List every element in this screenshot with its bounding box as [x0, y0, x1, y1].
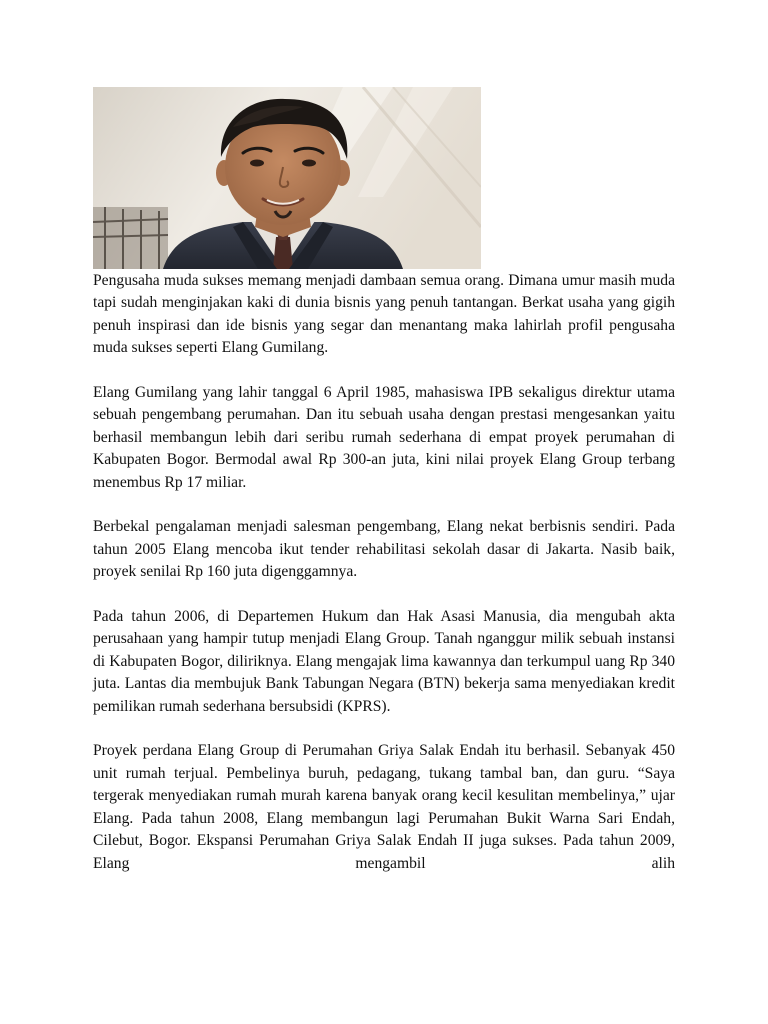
article-body [93, 270, 675, 875]
paragraph-2: Elang Gumilang yang lahir tanggal 6 April 1985, mahasiswa IPB sekaligus direktur utama sebuah pengembang perumahan. Dan itu sebuah usaha dengan prestasi mengesankan yaitu berhasil membangun lebih dari seribu rumah sederhana di empat proyek perumahan di Kabupaten Bogor. Bermodal awal Rp 300-an juta, kini nilai proyek Elang Group terbang menembus Rp 17 miliar. [93, 384, 675, 491]
paragraph-3: Berbekal pengalaman menjadi salesman pengembang, Elang nekat berbisnis sendiri. Pada tahun 2005 Elang mencoba ikut tender rehabilitasi sekolah dasar di Jakarta. Nasib baik, proyek senilai Rp 160 juta digenggamnya. [93, 518, 675, 581]
paragraph-1: Pengusaha muda sukses memang menjadi dambaan semua orang. Dimana umur masih muda tapi sudah menginjakan kaki di dunia bisnis yang penuh tantangan. Berkat usaha yang gigih penuh inspirasi dan ide bisnis yang segar dan menantang maka lahirlah profil pengusaha muda sukses seperti Elang Gumilang. [93, 272, 675, 357]
paragraph-5: Proyek perdana Elang Group di Perumahan Griya Salak Endah itu berhasil. Sebanyak 450 unit rumah terjual. Pembelinya buruh, pedagang, tukang tambal ban, dan guru. “Saya tergerak menyediakan rumah murah karena banyak orang kecil kesulitan membelinya,” ujar Elang. Pada tahun 2008, Elang membangun lagi Perumahan Bukit Warna Sari Endah, Cilebut, Bogor. Ekspansi Perumahan Griya Salak Endah II juga sukses. Pada tahun 2009, Elang mengambil alih [93, 742, 675, 872]
portrait-photo [93, 87, 481, 269]
paragraph-4: Pada tahun 2006, di Departemen Hukum dan Hak Asasi Manusia, dia mengubah akta perusahaan yang hampir tutup menjadi Elang Group. Tanah nganggur milik sebuah instansi di Kabupaten Bogor, diliriknya. Elang mengajak lima kawannya dan terkumpul uang Rp 340 juta. Lantas dia membujuk Bank Tabungan Negara (BTN) bekerja sama menyediakan kredit pemilikan rumah sederhana bersubsidi (KPRS). [93, 608, 675, 715]
